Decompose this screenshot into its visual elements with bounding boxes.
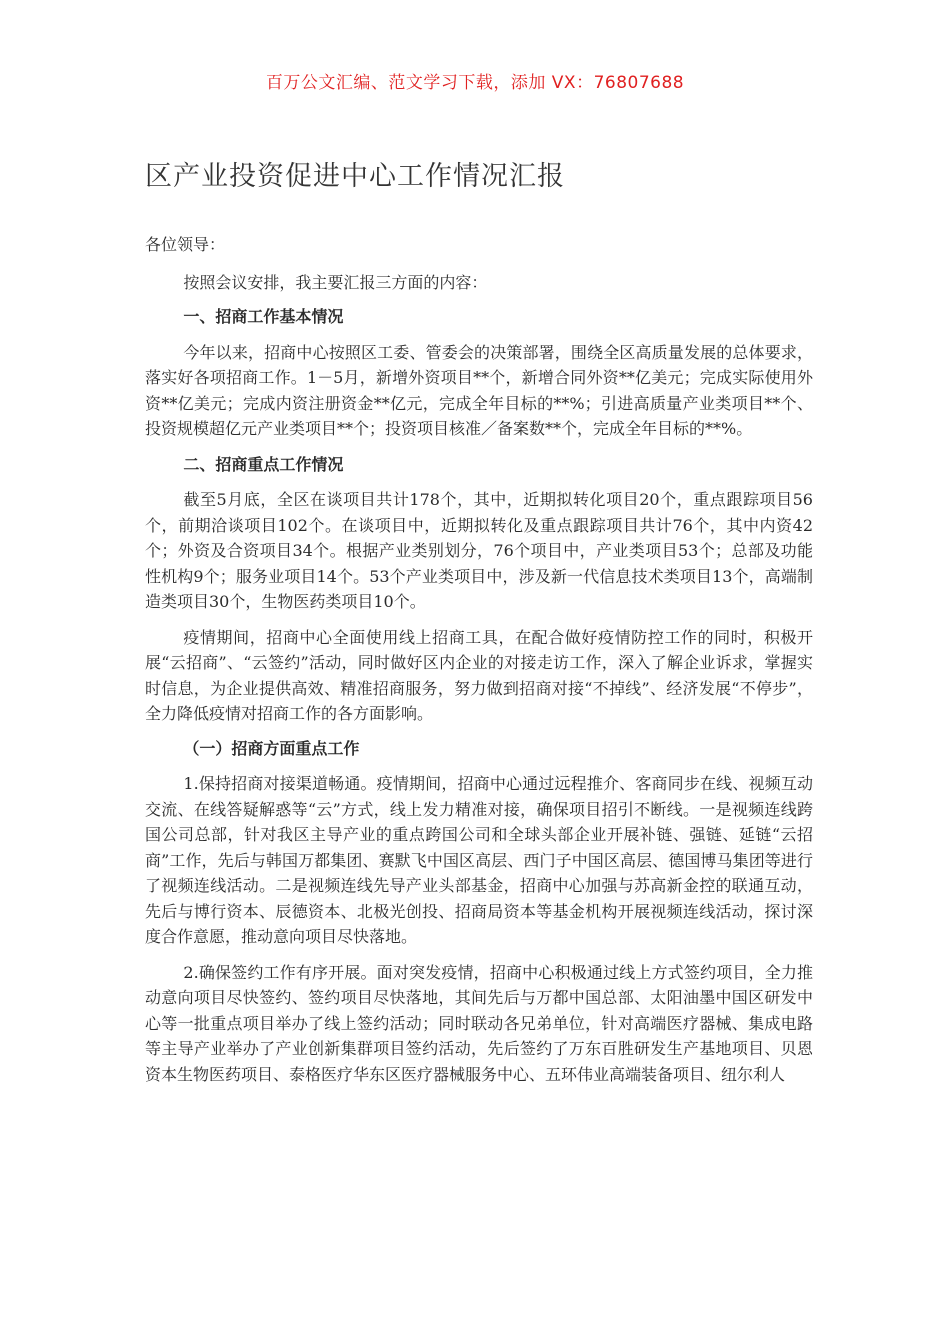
section2-paragraph-1: 截至5月底，全区在谈项目共计178个，其中，近期拟转化项目20个，重点跟踪项目56个，前期洽谈项目102个。在谈项目中，近期拟转化及重点跟踪项目共计76个，其中内资42个；外资及合资项目34个。根据产业类别划分，76个项目中，产业类项目53个；总部及功能性机构9个；服务业项目14个。53个产业类项目中，涉及新一代信息技术类项目13个，高端制造类项目30个，生物医药类项目10个。 xyxy=(145,490,813,611)
intro-paragraph: 按照会议安排，我主要汇报三方面的内容： xyxy=(183,272,488,292)
subsection1-item-1: 1.保持招商对接渠道畅通。疫情期间，招商中心通过远程推介、客商同步在线、视频互动交流、在线答疑解惑等“云”方式，线上发力精准对接，确保项目招引不断线。一是视频连线跨国公司总部，针对我区主导产业的重点跨国公司和全球头部企业开展补链、强链、延链“云招商”工作，先后与韩国万都集团、赛默飞中国区高层、西门子中国区高层、德国博马集团等进行了视频连线活动。二是视频连线先导产业头部基金，招商中心加强与苏高新金控的联通互动，先后与博行资本、辰德资本、北极光创投、招商局资本等基金机构开展视频连线活动，探讨深度合作意愿，推动意向项目尽快落地。 xyxy=(145,774,813,946)
document-body xyxy=(145,232,813,1096)
watermark-banner: 百万公文汇编、范文学习下载，添加 VX：76807688 xyxy=(265,73,685,93)
salutation: 各位领导： xyxy=(145,235,226,254)
section1-paragraph: 今年以来，招商中心按照区工委、管委会的决策部署，围绕全区高质量发展的总体要求，落实好各项招商工作。1－5月，新增外资项目**个，新增合同外资**亿美元；完成实际使用外资**亿美元；完成内资注册资金**亿元，完成全年目标的**%；引进高质量产业类项目**个、投资规模超亿元产业类项目**个；投资项目核准／备案数**个，完成全年目标的**%。 xyxy=(145,342,813,438)
subsection1-item-2: 2.确保签约工作有序开展。面对突发疫情，招商中心积极通过线上方式签约项目，全力推动意向项目尽快签约、签约项目尽快落地，其间先后与万都中国总部、太阳油墨中国区研发中心等一批重点项目举办了线上签约活动；同时联动各兄弟单位，针对高端医疗器械、集成电路等主导产业举办了产业创新集群项目签约活动，先后签约了万东百胜研发生产基地项目、贝恩资本生物医药项目、泰格医疗华东区医疗器械服务中心、五环伟业高端装备项目、纽尔利人 xyxy=(145,962,813,1084)
section-heading-1: 一、招商工作基本情况 xyxy=(183,307,344,326)
section2-paragraph-2: 疫情期间，招商中心全面使用线上招商工具，在配合做好疫情防控工作的同时，积极开展“云招商”、“云签约”活动，同时做好区内企业的对接走访工作，深入了解企业诉求，掌握实时信息，为企业提供高效、精准招商服务，努力做到招商对接“不掉线”、经济发展“不停步”，全力降低疫情对招商工作的各方面影响。 xyxy=(145,627,813,723)
section-heading-2: 二、招商重点工作情况 xyxy=(183,454,344,474)
document-title: 区产业投资促进中心工作情况汇报 xyxy=(145,161,565,192)
subsection-heading-1: （一）招商方面重点工作 xyxy=(183,738,360,758)
